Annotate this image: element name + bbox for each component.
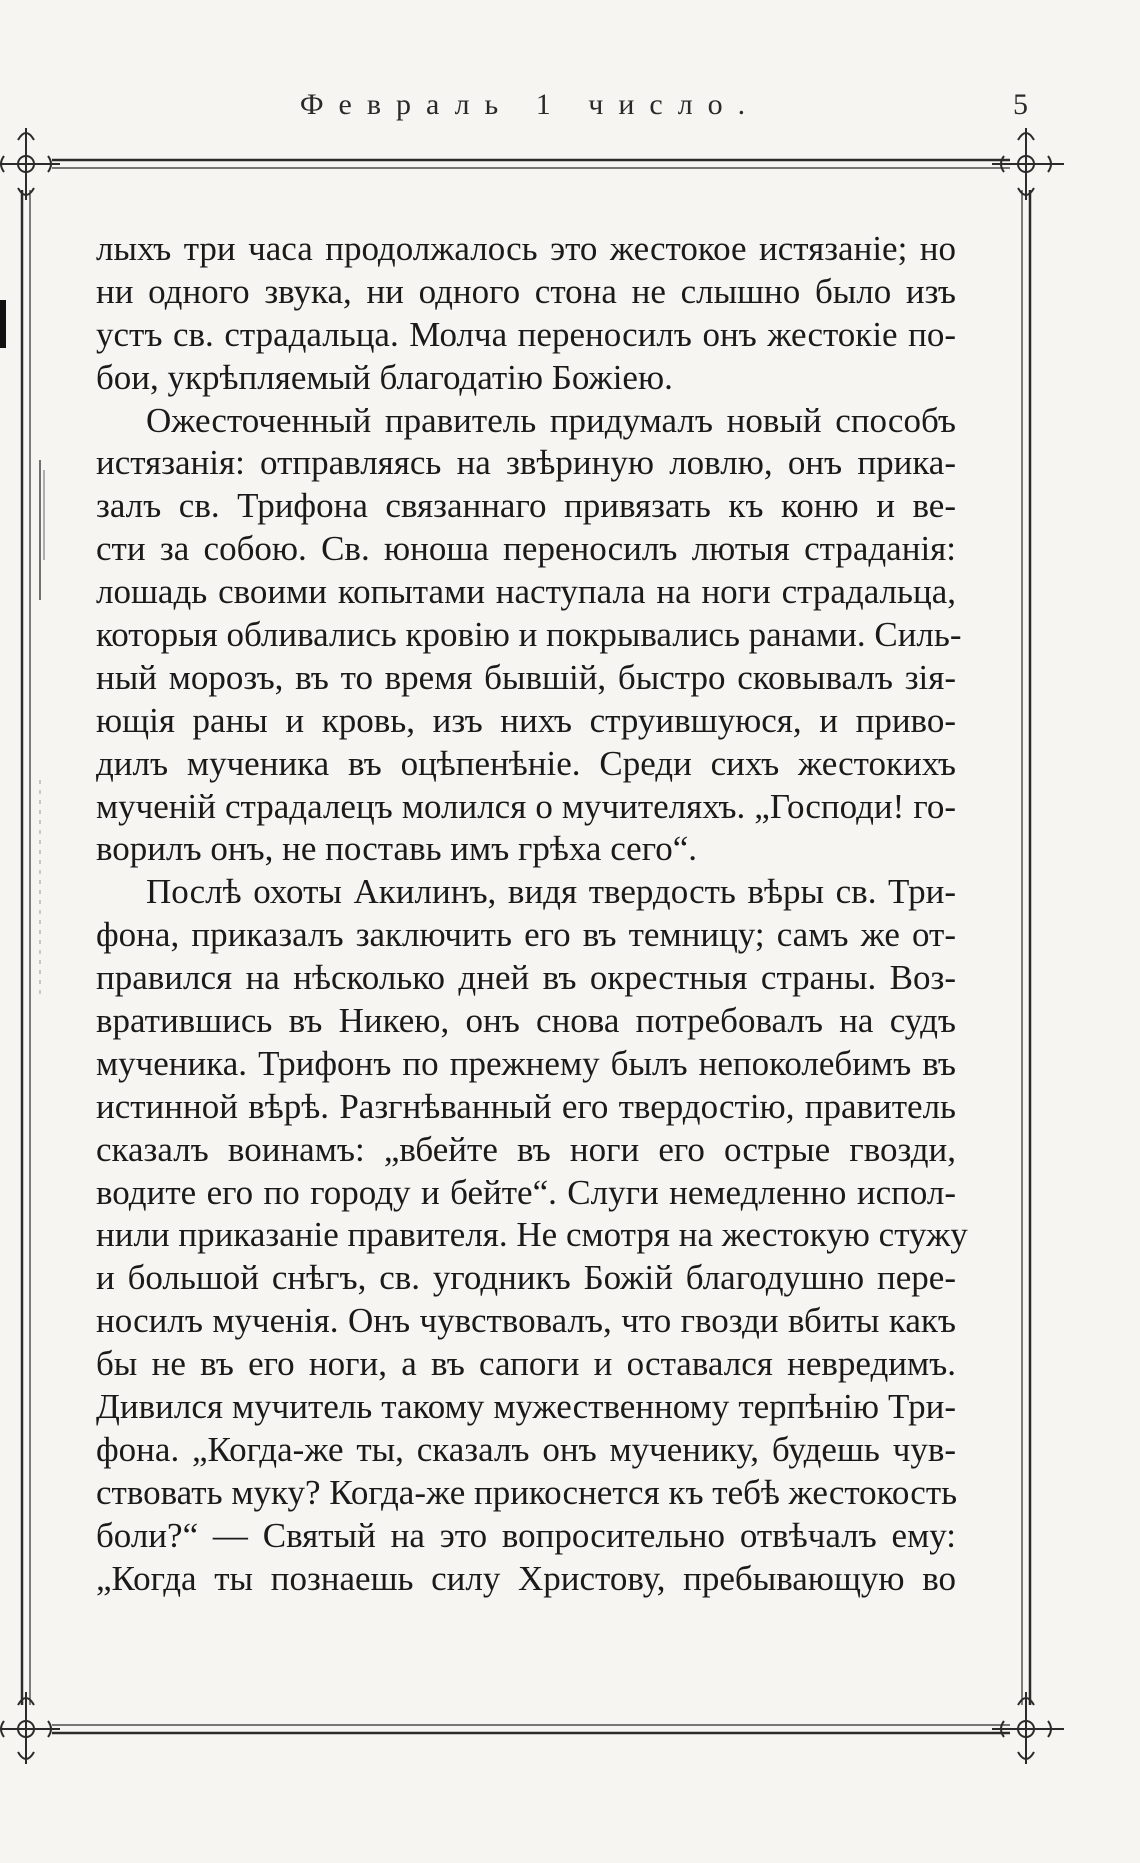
text-line: фона. „Когда-же ты, сказалъ онъ мученику, будешь чув- — [96, 1429, 956, 1469]
scan-edge-mark — [0, 300, 6, 348]
corner-ornament-bottom-left — [0, 1692, 60, 1764]
text-line: мученика. Трифонъ по прежнему былъ непоколебимъ въ — [96, 1043, 956, 1083]
text-line: залъ св. Трифона связаннаго привязать къ коню и ве- — [96, 486, 956, 526]
text-line: правился на нѣсколько дней въ окрестныя страны. Воз- — [96, 958, 956, 998]
text-line: истязанія: отправляясь на звѣриную ловлю, онъ прика- — [96, 443, 956, 483]
text-line: ющія раны и кровь, изъ нихъ струившуюся, и приво- — [96, 700, 956, 740]
running-title: Февраль 1 число. — [299, 88, 761, 121]
text-line: нили приказаніе правителя. Не смотря на жестокую стужу — [96, 1215, 968, 1255]
text-line: водите его по городу и бейте“. Слуги немедленно испол- — [96, 1172, 956, 1212]
text-line: Дивился мучитель такому мужественному терпѣнію Три- — [96, 1387, 956, 1427]
text-line: бои, укрѣпляемый благодатію Божіею. — [96, 357, 673, 397]
corner-ornament-top-right — [992, 128, 1064, 200]
text-line: Ожесточенный правитель придумалъ новый способъ — [146, 400, 956, 440]
paragraph-3 — [96, 871, 968, 1600]
corner-ornament-top-left — [0, 128, 60, 200]
text-line: ствовать муку? Когда-же прикоснется къ тебѣ жестокость — [96, 1472, 958, 1512]
text-line: „Когда ты познаешь силу Христову, пребывающую во — [96, 1558, 956, 1598]
text-line: дилъ мученика въ оцѣпенѣніе. Среди сихъ жестокихъ — [96, 743, 956, 783]
corner-ornament-bottom-right — [992, 1692, 1064, 1764]
text-line: сти за собою. Св. юноша переносилъ лютыя страданія: — [96, 529, 956, 569]
text-line: боли?“ — Святый на это вопросительно отвѣчалъ ему: — [96, 1515, 956, 1555]
text-line: сказалъ воинамъ: „вбейте въ ноги его острые гвозди, — [96, 1129, 956, 1169]
page-number: 5 — [1013, 88, 1028, 121]
text-line: ни одного звука, ни одного стона не слышно было изъ — [96, 271, 956, 311]
paragraph-1 — [96, 228, 956, 400]
paragraph-2 — [96, 400, 962, 872]
text-line: ный морозъ, въ то время бывшій, быстро сковывалъ зія- — [96, 657, 956, 697]
text-line: бы не въ его ноги, а въ сапоги и оставался невредимъ. — [96, 1344, 956, 1384]
text-line: и большой снѣгъ, св. угодникъ Божій благодушно пере- — [96, 1258, 956, 1298]
text-line: носилъ мученія. Онъ чувствовалъ, что гвозди вбиты какъ — [96, 1301, 956, 1341]
text-line: вратившись въ Никею, онъ снова потребовалъ на судъ — [96, 1001, 956, 1041]
body-text — [96, 228, 968, 1601]
text-line: ворилъ онъ, не поставь имъ грѣха сего“. — [96, 829, 697, 869]
text-line: которыя обливались кровію и покрывались ранами. Силь- — [96, 615, 962, 655]
text-line: лошадь своими копытами наступала на ноги страдальца, — [96, 572, 956, 612]
text-line: лыхъ три часа продолжалось это жестокое истязаніе; но — [96, 229, 956, 268]
text-line: мученій страдалецъ молился о мучителяхъ. „Господи! го- — [96, 786, 956, 826]
text-line: фона, приказалъ заключить его въ темницу; самъ же от- — [96, 915, 956, 955]
text-line: истинной вѣрѣ. Разгнѣванный его твердостію, правитель — [96, 1086, 956, 1126]
text-line: Послѣ охоты Акилинъ, видя твердость вѣры св. Три- — [146, 872, 956, 912]
text-line: устъ св. страдальца. Молча переносилъ онъ жестокіе по- — [96, 314, 956, 354]
